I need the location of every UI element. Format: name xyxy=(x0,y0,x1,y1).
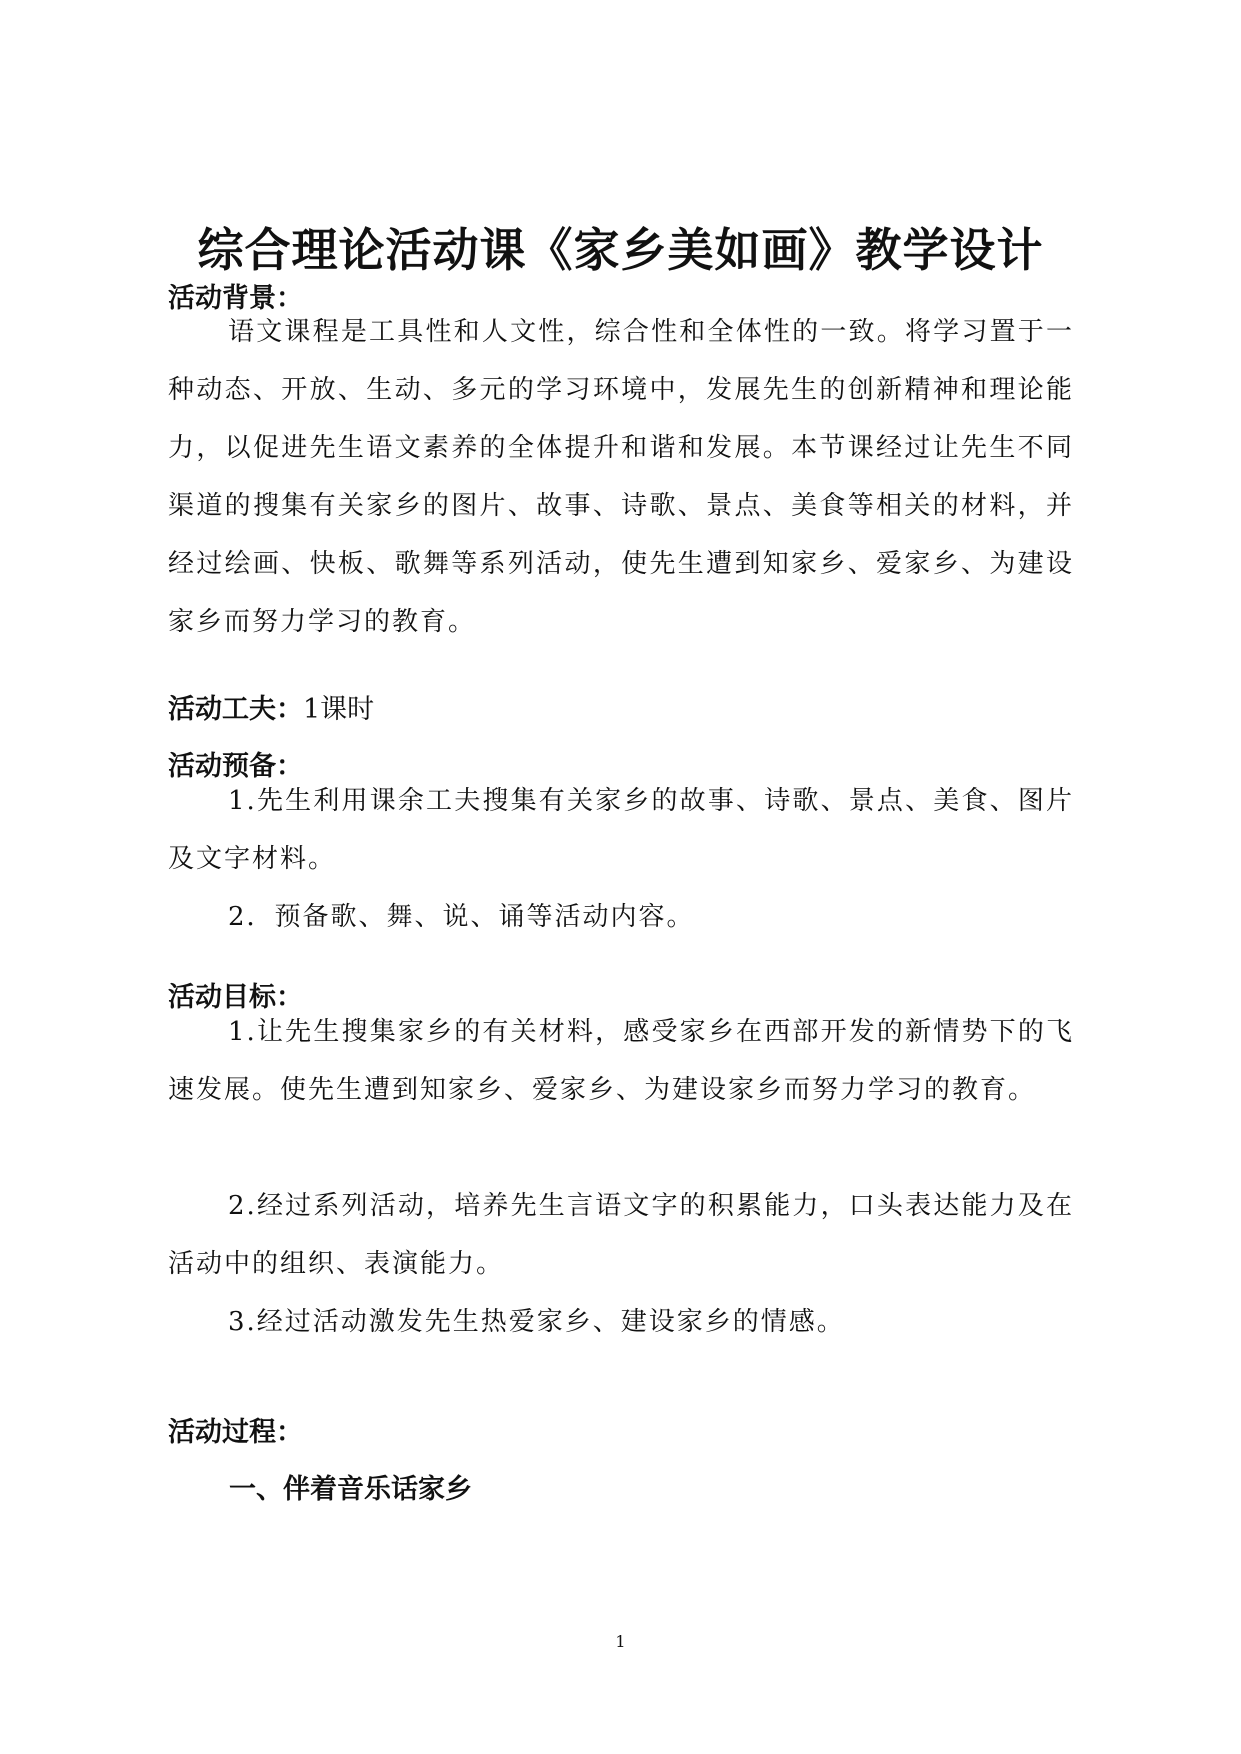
goals-item-3: 3.经过活动激发先生热爱家乡、建设家乡的情感。 xyxy=(228,1307,845,1337)
background-heading: 活动背景： xyxy=(168,283,303,314)
duration-label: 活动工夫： xyxy=(168,694,303,725)
goals-heading: 活动目标： xyxy=(168,982,303,1013)
preparation-item-2: 2．预备歌、舞、说、诵等活动内容。 xyxy=(228,902,695,932)
duration-value: 1课时 xyxy=(303,694,375,725)
background-paragraph: 语文课程是工具性和人文性，综合性和全体性的一致。将学习置于一种动态、开放、生动、多元的学习环境中，发展先生的创新精神和理论能力，以促进先生语文素养的全体提升和谐和发展。本节课经过让先生不同渠道的搜集有关家乡的图片、故事、诗歌、景点、美食等相关的材料，并经过绘画、快板、歌舞等系列活动，使先生遭到知家乡、爱家乡、为建设家乡而努力学习的教育。 xyxy=(168,317,1074,637)
document-title: 综合理论活动课《家乡美如画》教学设计 xyxy=(197,223,1044,277)
goals-item-1: 1.让先生搜集家乡的有关材料，感受家乡在西部开发的新情势下的飞速发展。使先生遭到知家乡、爱家乡、为建设家乡而努力学习的教育。 xyxy=(168,1017,1074,1105)
page-number: 1 xyxy=(615,1632,626,1651)
preparation-heading: 活动预备： xyxy=(168,751,303,782)
goals-item-2: 2.经过系列活动，培养先生言语文字的积累能力，口头表达能力及在活动中的组织、表演能力。 xyxy=(168,1191,1074,1279)
duration-heading xyxy=(168,690,374,730)
process-heading: 活动过程： xyxy=(168,1417,303,1448)
preparation-item-1: 1.先生利用课余工夫搜集有关家乡的故事、诗歌、景点、美食、图片及文字材料。 xyxy=(168,786,1074,874)
process-step-1: 一、伴着音乐话家乡 xyxy=(229,1474,472,1505)
